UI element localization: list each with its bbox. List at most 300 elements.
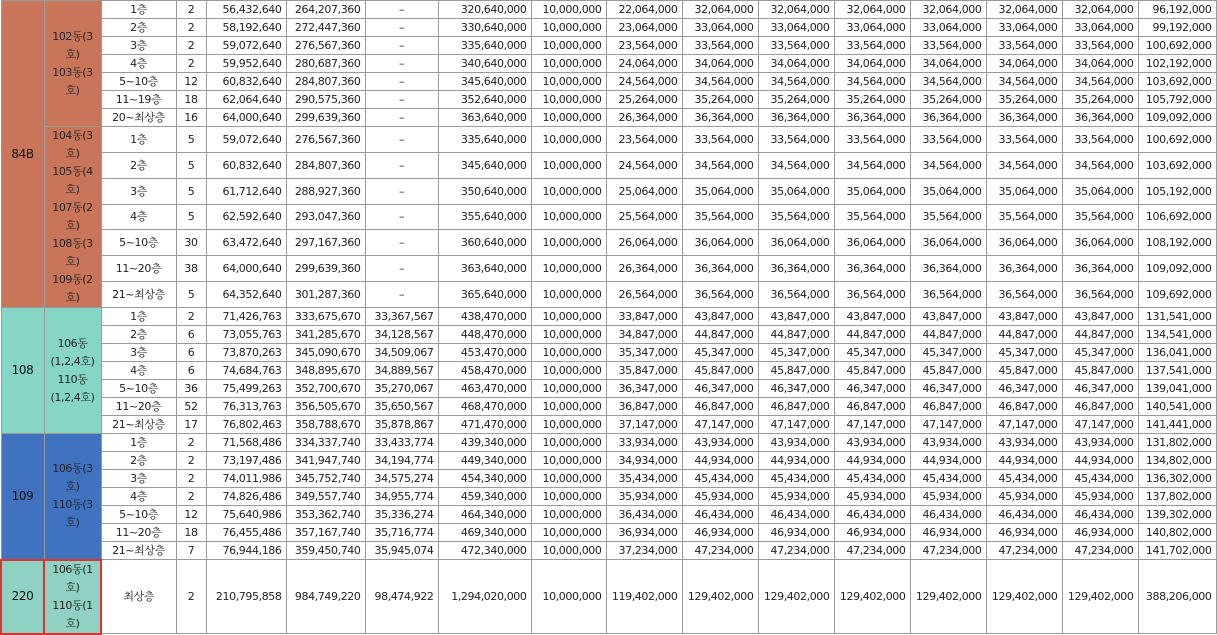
- price-cell: 103,692,000: [1138, 152, 1216, 178]
- price-cell: 280,687,360: [286, 55, 365, 73]
- price-cell: 10,000,000: [531, 416, 606, 434]
- unit-count-cell: 52: [176, 398, 206, 416]
- floor-cell: 21~최상층: [101, 282, 176, 308]
- price-cell: 36,564,000: [682, 282, 758, 308]
- price-cell: 297,167,360: [286, 230, 365, 256]
- price-cell: 45,934,000: [986, 488, 1062, 506]
- building-label: 110동(1호): [52, 598, 93, 630]
- unit-count-cell: 5: [176, 127, 206, 153]
- price-cell: 33,847,000: [606, 308, 682, 326]
- price-cell: 100,692,000: [1138, 37, 1216, 55]
- building-label: 106동(1,2,4호): [50, 336, 95, 368]
- floor-cell: 11~20층: [101, 398, 176, 416]
- unit-count-cell: 2: [176, 1, 206, 19]
- price-cell: 335,640,000: [438, 37, 531, 55]
- price-cell: 36,364,000: [1062, 256, 1138, 282]
- price-cell: 10,000,000: [531, 37, 606, 55]
- price-cell: 56,432,640: [206, 1, 286, 19]
- price-cell: 33,064,000: [682, 19, 758, 37]
- price-cell: 34,564,000: [758, 152, 834, 178]
- price-cell: 64,000,640: [206, 109, 286, 127]
- table-row: [1, 37, 1216, 55]
- price-cell: 359,450,740: [286, 542, 365, 560]
- price-cell: 35,847,000: [606, 362, 682, 380]
- price-cell: 46,847,000: [834, 398, 910, 416]
- price-cell: 137,541,000: [1138, 362, 1216, 380]
- price-cell: 34,564,000: [682, 152, 758, 178]
- price-cell: 119,402,000: [606, 560, 682, 634]
- price-cell: 45,434,000: [986, 470, 1062, 488]
- price-cell: 45,434,000: [758, 470, 834, 488]
- floor-cell: 21~최상층: [101, 542, 176, 560]
- price-cell: 109,092,000: [1138, 109, 1216, 127]
- price-cell: 45,347,000: [910, 344, 986, 362]
- price-cell: 109,092,000: [1138, 256, 1216, 282]
- price-cell: 36,564,000: [910, 282, 986, 308]
- table-row: [1, 178, 1216, 204]
- price-cell: 10,000,000: [531, 524, 606, 542]
- price-cell: 34,564,000: [1062, 73, 1138, 91]
- price-cell: 345,090,670: [286, 344, 365, 362]
- unit-type-cell: 220: [1, 560, 44, 634]
- price-cell: 10,000,000: [531, 308, 606, 326]
- floor-cell: 2층: [101, 452, 176, 470]
- price-cell: 46,347,000: [910, 380, 986, 398]
- price-cell: 35,264,000: [910, 91, 986, 109]
- price-cell: 45,847,000: [986, 362, 1062, 380]
- price-cell: 45,847,000: [682, 362, 758, 380]
- price-cell: 47,234,000: [758, 542, 834, 560]
- price-cell: 454,340,000: [438, 470, 531, 488]
- unit-count-cell: 36: [176, 380, 206, 398]
- price-cell: 33,064,000: [910, 19, 986, 37]
- table-row: [1, 204, 1216, 230]
- price-cell: 10,000,000: [531, 127, 606, 153]
- price-cell: 45,934,000: [834, 488, 910, 506]
- price-cell: 284,807,360: [286, 152, 365, 178]
- unit-type-cell: 109: [1, 434, 44, 560]
- price-cell: 98,474,922: [365, 560, 438, 634]
- price-cell: 43,934,000: [910, 434, 986, 452]
- price-cell: 463,470,000: [438, 380, 531, 398]
- price-cell: 76,802,463: [206, 416, 286, 434]
- price-cell: 44,847,000: [834, 326, 910, 344]
- price-cell: 35,264,000: [834, 91, 910, 109]
- price-cell: 61,712,640: [206, 178, 286, 204]
- price-cell: 439,340,000: [438, 434, 531, 452]
- price-cell: 36,364,000: [986, 109, 1062, 127]
- price-cell: –: [365, 230, 438, 256]
- price-cell: 75,499,263: [206, 380, 286, 398]
- price-cell: 35,264,000: [986, 91, 1062, 109]
- price-cell: 36,064,000: [1062, 230, 1138, 256]
- price-cell: 36,564,000: [758, 282, 834, 308]
- price-cell: 448,470,000: [438, 326, 531, 344]
- floor-cell: 5~10층: [101, 73, 176, 91]
- price-cell: 363,640,000: [438, 109, 531, 127]
- price-cell: 75,640,986: [206, 506, 286, 524]
- price-cell: 330,640,000: [438, 19, 531, 37]
- price-cell: 35,064,000: [986, 178, 1062, 204]
- price-cell: 47,234,000: [834, 542, 910, 560]
- price-cell: 26,064,000: [606, 230, 682, 256]
- price-cell: 35,878,867: [365, 416, 438, 434]
- price-cell: 60,832,640: [206, 73, 286, 91]
- price-cell: 129,402,000: [910, 560, 986, 634]
- price-cell: 36,564,000: [834, 282, 910, 308]
- price-cell: 44,934,000: [834, 452, 910, 470]
- table-row: [1, 256, 1216, 282]
- floor-cell: 4층: [101, 55, 176, 73]
- price-cell: 25,564,000: [606, 204, 682, 230]
- table-row: [1, 470, 1216, 488]
- price-cell: 47,147,000: [834, 416, 910, 434]
- price-cell: 34,564,000: [682, 73, 758, 91]
- price-cell: 59,072,640: [206, 37, 286, 55]
- unit-count-cell: 30: [176, 230, 206, 256]
- price-cell: 76,455,486: [206, 524, 286, 542]
- floor-cell: 5~10층: [101, 230, 176, 256]
- price-cell: 74,011,986: [206, 470, 286, 488]
- price-cell: 36,364,000: [682, 109, 758, 127]
- price-cell: 320,640,000: [438, 1, 531, 19]
- price-cell: 32,064,000: [986, 1, 1062, 19]
- price-cell: 36,364,000: [834, 256, 910, 282]
- unit-count-cell: 38: [176, 256, 206, 282]
- price-cell: 36,364,000: [1062, 109, 1138, 127]
- price-cell: 46,347,000: [834, 380, 910, 398]
- price-cell: 46,434,000: [682, 506, 758, 524]
- building-label: 110동(1,2,4호): [50, 372, 95, 404]
- price-cell: 984,749,220: [286, 560, 365, 634]
- price-cell: 35,564,000: [1062, 204, 1138, 230]
- price-cell: 33,934,000: [606, 434, 682, 452]
- price-cell: 129,402,000: [1062, 560, 1138, 634]
- price-cell: 10,000,000: [531, 19, 606, 37]
- price-cell: 35,064,000: [910, 178, 986, 204]
- unit-count-cell: 7: [176, 542, 206, 560]
- price-cell: 37,147,000: [606, 416, 682, 434]
- unit-count-cell: 18: [176, 91, 206, 109]
- price-cell: 46,347,000: [986, 380, 1062, 398]
- price-cell: 136,302,000: [1138, 470, 1216, 488]
- price-cell: 22,064,000: [606, 1, 682, 19]
- price-cell: 108,192,000: [1138, 230, 1216, 256]
- price-cell: 36,064,000: [986, 230, 1062, 256]
- price-cell: 36,364,000: [834, 109, 910, 127]
- building-label: 109동(2호): [52, 273, 93, 304]
- price-cell: 33,564,000: [682, 127, 758, 153]
- floor-cell: 1층: [101, 1, 176, 19]
- table-row: [1, 326, 1216, 344]
- price-cell: 43,847,000: [758, 308, 834, 326]
- price-cell: 105,192,000: [1138, 178, 1216, 204]
- price-cell: 36,564,000: [1062, 282, 1138, 308]
- price-cell: 43,847,000: [910, 308, 986, 326]
- building-label: 102동(3호): [52, 29, 93, 61]
- price-cell: 46,434,000: [986, 506, 1062, 524]
- table-row: [1, 380, 1216, 398]
- price-cell: –: [365, 37, 438, 55]
- price-cell: 34,194,774: [365, 452, 438, 470]
- price-cell: 62,592,640: [206, 204, 286, 230]
- price-cell: 33,064,000: [834, 19, 910, 37]
- price-cell: 45,934,000: [682, 488, 758, 506]
- price-cell: 10,000,000: [531, 55, 606, 73]
- price-cell: 472,340,000: [438, 542, 531, 560]
- price-cell: 10,000,000: [531, 230, 606, 256]
- price-cell: 24,564,000: [606, 73, 682, 91]
- price-cell: 36,934,000: [606, 524, 682, 542]
- price-cell: 36,347,000: [606, 380, 682, 398]
- price-cell: –: [365, 178, 438, 204]
- floor-cell: 2층: [101, 326, 176, 344]
- price-cell: 26,564,000: [606, 282, 682, 308]
- floor-cell: 11~19층: [101, 91, 176, 109]
- price-cell: 129,402,000: [758, 560, 834, 634]
- price-cell: 25,064,000: [606, 178, 682, 204]
- price-cell: 60,832,640: [206, 152, 286, 178]
- price-cell: 34,934,000: [606, 452, 682, 470]
- price-cell: –: [365, 282, 438, 308]
- price-cell: 355,640,000: [438, 204, 531, 230]
- price-cell: 46,934,000: [1062, 524, 1138, 542]
- price-cell: 34,064,000: [1062, 55, 1138, 73]
- price-cell: 34,128,567: [365, 326, 438, 344]
- price-cell: 469,340,000: [438, 524, 531, 542]
- price-cell: 341,285,670: [286, 326, 365, 344]
- unit-type-cell: 108: [1, 308, 44, 434]
- building-cell: [44, 434, 101, 560]
- price-cell: 47,147,000: [1062, 416, 1138, 434]
- price-cell: 36,434,000: [606, 506, 682, 524]
- price-cell: 35,064,000: [834, 178, 910, 204]
- price-cell: 23,564,000: [606, 127, 682, 153]
- price-cell: –: [365, 152, 438, 178]
- floor-cell: 3층: [101, 178, 176, 204]
- price-cell: 137,802,000: [1138, 488, 1216, 506]
- price-cell: 45,347,000: [834, 344, 910, 362]
- price-cell: 35,434,000: [606, 470, 682, 488]
- price-cell: 353,362,740: [286, 506, 365, 524]
- price-cell: 96,192,000: [1138, 1, 1216, 19]
- price-cell: 64,352,640: [206, 282, 286, 308]
- price-cell: 33,064,000: [1062, 19, 1138, 37]
- price-cell: 10,000,000: [531, 506, 606, 524]
- unit-count-cell: 2: [176, 470, 206, 488]
- price-cell: –: [365, 73, 438, 91]
- price-cell: 74,826,486: [206, 488, 286, 506]
- table-row: [1, 524, 1216, 542]
- price-cell: 23,064,000: [606, 19, 682, 37]
- price-cell: 109,692,000: [1138, 282, 1216, 308]
- floor-cell: 11~20층: [101, 256, 176, 282]
- price-cell: 58,192,640: [206, 19, 286, 37]
- price-cell: 438,470,000: [438, 308, 531, 326]
- building-label: 103동(3호): [52, 65, 93, 97]
- price-cell: 358,788,670: [286, 416, 365, 434]
- price-cell: 45,847,000: [758, 362, 834, 380]
- unit-count-cell: 2: [176, 434, 206, 452]
- price-cell: 26,364,000: [606, 109, 682, 127]
- price-cell: 45,347,000: [758, 344, 834, 362]
- price-cell: 34,564,000: [910, 73, 986, 91]
- unit-count-cell: 2: [176, 560, 206, 634]
- table-row: [1, 452, 1216, 470]
- price-cell: 46,934,000: [986, 524, 1062, 542]
- price-cell: 210,795,858: [206, 560, 286, 634]
- price-cell: 47,234,000: [986, 542, 1062, 560]
- price-cell: 34,064,000: [758, 55, 834, 73]
- price-cell: 44,847,000: [1062, 326, 1138, 344]
- unit-count-cell: 12: [176, 73, 206, 91]
- table-row: [1, 398, 1216, 416]
- table-row: [1, 344, 1216, 362]
- price-cell: 33,564,000: [758, 37, 834, 55]
- floor-cell: 4층: [101, 362, 176, 380]
- price-cell: 73,055,763: [206, 326, 286, 344]
- price-cell: 10,000,000: [531, 282, 606, 308]
- price-cell: –: [365, 55, 438, 73]
- floor-cell: 4층: [101, 488, 176, 506]
- floor-cell: 1층: [101, 127, 176, 153]
- price-cell: 73,197,486: [206, 452, 286, 470]
- price-cell: 471,470,000: [438, 416, 531, 434]
- price-cell: 350,640,000: [438, 178, 531, 204]
- price-cell: 45,434,000: [682, 470, 758, 488]
- price-cell: 299,639,360: [286, 109, 365, 127]
- price-cell: 352,700,670: [286, 380, 365, 398]
- price-cell: 24,064,000: [606, 55, 682, 73]
- price-cell: 36,364,000: [758, 109, 834, 127]
- price-cell: 33,564,000: [1062, 37, 1138, 55]
- price-cell: 458,470,000: [438, 362, 531, 380]
- unit-count-cell: 5: [176, 152, 206, 178]
- building-cell: [44, 308, 101, 434]
- price-cell: 10,000,000: [531, 326, 606, 344]
- table-row: [1, 55, 1216, 73]
- table-row: [1, 506, 1216, 524]
- price-cell: 45,347,000: [986, 344, 1062, 362]
- price-cell: 301,287,360: [286, 282, 365, 308]
- price-cell: 45,847,000: [910, 362, 986, 380]
- price-cell: 36,847,000: [606, 398, 682, 416]
- price-cell: 34,955,774: [365, 488, 438, 506]
- floor-cell: 2층: [101, 152, 176, 178]
- price-cell: 43,847,000: [986, 308, 1062, 326]
- price-cell: 47,147,000: [986, 416, 1062, 434]
- unit-count-cell: 2: [176, 452, 206, 470]
- price-cell: 99,192,000: [1138, 19, 1216, 37]
- price-cell: 33,564,000: [986, 127, 1062, 153]
- price-cell: 36,064,000: [834, 230, 910, 256]
- unit-count-cell: 16: [176, 109, 206, 127]
- price-cell: 35,564,000: [834, 204, 910, 230]
- price-cell: 35,336,274: [365, 506, 438, 524]
- price-cell: 34,564,000: [986, 73, 1062, 91]
- price-cell: 10,000,000: [531, 91, 606, 109]
- price-cell: 35,564,000: [682, 204, 758, 230]
- floor-cell: 3층: [101, 344, 176, 362]
- price-cell: 34,064,000: [910, 55, 986, 73]
- price-cell: 131,541,000: [1138, 308, 1216, 326]
- price-cell: 365,640,000: [438, 282, 531, 308]
- unit-count-cell: 6: [176, 326, 206, 344]
- floor-cell: 1층: [101, 434, 176, 452]
- price-cell: 47,234,000: [682, 542, 758, 560]
- price-cell: 46,847,000: [682, 398, 758, 416]
- price-cell: 35,264,000: [758, 91, 834, 109]
- price-cell: 35,064,000: [1062, 178, 1138, 204]
- price-cell: 64,000,640: [206, 256, 286, 282]
- price-cell: 341,947,740: [286, 452, 365, 470]
- price-cell: 139,302,000: [1138, 506, 1216, 524]
- price-cell: 10,000,000: [531, 1, 606, 19]
- building-label: 106동(3호): [52, 462, 93, 494]
- price-cell: 10,000,000: [531, 362, 606, 380]
- price-cell: 459,340,000: [438, 488, 531, 506]
- price-cell: 352,640,000: [438, 91, 531, 109]
- price-cell: 284,807,360: [286, 73, 365, 91]
- price-cell: 35,564,000: [986, 204, 1062, 230]
- floor-cell: 4층: [101, 204, 176, 230]
- price-cell: 33,564,000: [910, 127, 986, 153]
- price-cell: 10,000,000: [531, 73, 606, 91]
- floor-cell: 1층: [101, 308, 176, 326]
- table-row: [1, 91, 1216, 109]
- price-cell: –: [365, 127, 438, 153]
- price-cell: 10,000,000: [531, 380, 606, 398]
- table-row: [1, 542, 1216, 560]
- unit-count-cell: 5: [176, 282, 206, 308]
- price-cell: 46,434,000: [910, 506, 986, 524]
- building-label: 107동(2호): [52, 201, 93, 232]
- price-cell: 356,505,670: [286, 398, 365, 416]
- price-cell: 288,927,360: [286, 178, 365, 204]
- price-cell: 357,167,740: [286, 524, 365, 542]
- price-cell: 33,064,000: [758, 19, 834, 37]
- price-cell: 44,847,000: [986, 326, 1062, 344]
- price-cell: 62,064,640: [206, 91, 286, 109]
- price-cell: 35,564,000: [758, 204, 834, 230]
- price-cell: 43,847,000: [834, 308, 910, 326]
- price-cell: 47,234,000: [1062, 542, 1138, 560]
- unit-count-cell: 6: [176, 344, 206, 362]
- price-cell: 45,847,000: [1062, 362, 1138, 380]
- price-cell: 139,041,000: [1138, 380, 1216, 398]
- price-cell: 43,934,000: [758, 434, 834, 452]
- price-cell: –: [365, 109, 438, 127]
- price-cell: 25,264,000: [606, 91, 682, 109]
- price-cell: 36,064,000: [758, 230, 834, 256]
- price-cell: 32,064,000: [758, 1, 834, 19]
- floor-cell: 5~10층: [101, 380, 176, 398]
- table-row: [1, 19, 1216, 37]
- building-label: 108동(3호): [52, 237, 93, 268]
- price-cell: 34,064,000: [986, 55, 1062, 73]
- price-cell: 43,934,000: [834, 434, 910, 452]
- price-cell: 23,564,000: [606, 37, 682, 55]
- building-cell: [44, 127, 101, 308]
- price-table-body: [1, 1, 1216, 634]
- price-cell: 44,847,000: [682, 326, 758, 344]
- price-cell: 106,692,000: [1138, 204, 1216, 230]
- building-label: 106동(1호): [52, 562, 93, 594]
- price-cell: 34,509,067: [365, 344, 438, 362]
- price-cell: 73,870,263: [206, 344, 286, 362]
- price-cell: 10,000,000: [531, 434, 606, 452]
- price-cell: 10,000,000: [531, 470, 606, 488]
